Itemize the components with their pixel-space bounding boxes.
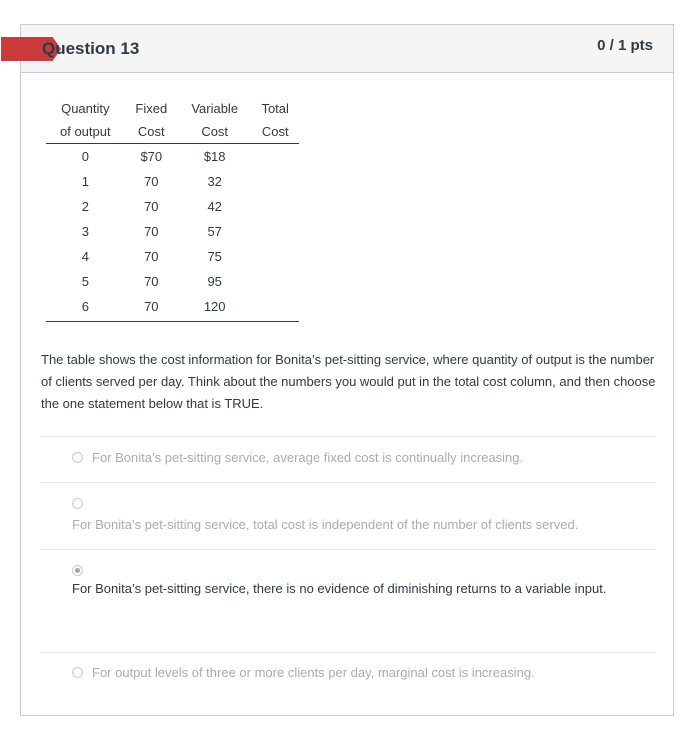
table-cell: 70	[144, 199, 159, 214]
table-cell: 2	[81, 199, 89, 214]
question-header	[21, 25, 673, 73]
table-header: Variable	[191, 101, 239, 116]
table-cell: 3	[81, 224, 89, 239]
table-cell: 4	[81, 249, 89, 264]
table-cell	[251, 144, 299, 170]
table-row	[46, 169, 299, 194]
table-row	[46, 269, 299, 294]
table-cell: 70	[144, 249, 159, 264]
question-title: Question 13	[42, 39, 140, 58]
table-header: Quantity	[61, 101, 110, 116]
answer-label: For Bonita’s pet-sitting service, there is no evidence of diminishing returns to a variable input.	[72, 581, 607, 596]
radio-button[interactable]	[72, 498, 83, 509]
table-row	[46, 294, 299, 322]
radio-button-selected[interactable]	[72, 565, 83, 576]
question-text: The table shows the cost information for Bonita’s pet-sitting service, where quantity of output is the number of clients served per day. Think about the numbers you would put in the total cost column, and then choose the one statement below that is TRUE.	[41, 352, 656, 411]
table-cell: 70	[125, 294, 178, 322]
table-cell: $70	[140, 149, 163, 164]
table-cell	[251, 169, 299, 194]
table-cell: 75	[207, 249, 222, 264]
table-row	[46, 194, 299, 219]
radio-button[interactable]	[72, 452, 83, 463]
table-cell: 70	[144, 174, 159, 189]
answer-option[interactable]	[41, 482, 655, 549]
cost-table	[46, 97, 299, 322]
table-cell: 57	[207, 224, 222, 239]
table-cell: $18	[203, 149, 226, 164]
answer-label: For Bonita’s pet-sitting service, total cost is independent of the number of clients served.	[72, 517, 579, 532]
table-cell	[251, 294, 299, 322]
table-cell: 32	[207, 174, 222, 189]
question-card	[20, 24, 674, 716]
table-cell	[251, 219, 299, 244]
radio-button[interactable]	[72, 667, 83, 678]
table-header: Total	[261, 101, 289, 116]
table-cell: 1	[81, 174, 89, 189]
table-row	[46, 219, 299, 244]
answer-label: For output levels of three or more clients per day, marginal cost is increasing.	[92, 665, 535, 680]
table-cell: 42	[207, 199, 222, 214]
table-cell: 120	[178, 294, 251, 322]
answer-option-selected[interactable]	[41, 549, 655, 652]
table-header-row	[46, 97, 299, 120]
table-header: Cost	[125, 120, 178, 144]
answer-label: For Bonita’s pet-sitting service, average fixed cost is continually increasing.	[92, 450, 524, 465]
table-header: Cost	[178, 120, 251, 144]
table-cell: 6	[46, 294, 125, 322]
table-header: Fixed	[135, 101, 168, 116]
table-cell	[251, 269, 299, 294]
table-cell: 95	[207, 274, 222, 289]
table-header: of output	[46, 120, 125, 144]
answer-option[interactable]	[41, 436, 655, 482]
answer-option[interactable]	[41, 652, 655, 693]
table-cell: 70	[144, 224, 159, 239]
table-header-row	[46, 120, 299, 144]
table-cell	[251, 244, 299, 269]
table-header: Cost	[251, 120, 299, 144]
table-cell: 70	[144, 274, 159, 289]
points-display: 0 / 1 pts	[597, 37, 653, 54]
table-cell	[251, 194, 299, 219]
table-cell: 0	[81, 149, 89, 164]
table-row	[46, 244, 299, 269]
table-row	[46, 144, 299, 170]
table-cell: 5	[81, 274, 89, 289]
